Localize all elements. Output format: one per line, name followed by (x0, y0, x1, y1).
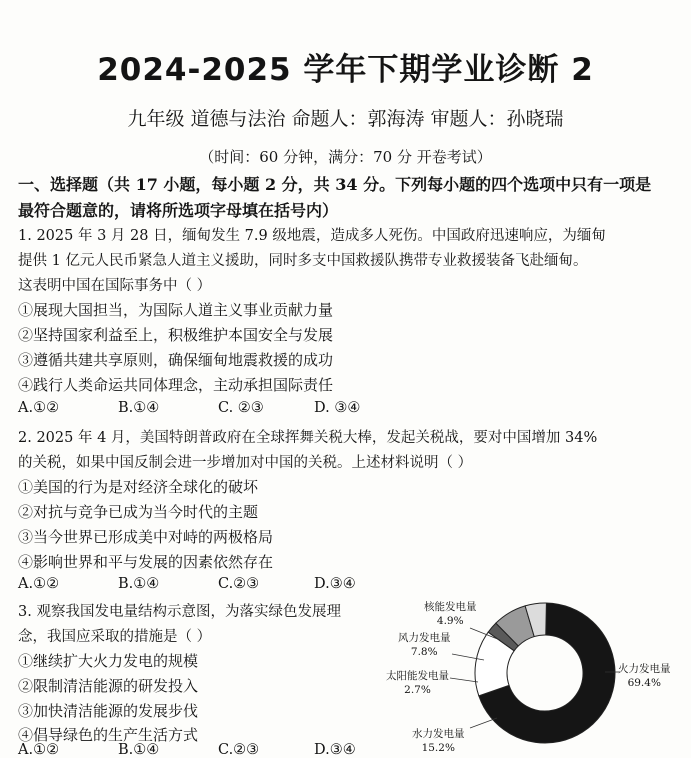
label-solar-value: 2.7% (404, 684, 431, 696)
label-nuclear-value: 4.9% (436, 615, 464, 627)
q2-choice-a: A.①② (18, 576, 60, 592)
q2-option-1: ①美国的行为是对经济全球化的破坏 (18, 478, 259, 496)
q3-option-1: ①继续扩大火力发电的规模 (18, 652, 199, 670)
q1-stem-line-1: 1. 2025 年 3 月 28 日，缅甸发生 7.9 级地震，造成多人死伤。中国政府迅速响应，为缅甸 (18, 228, 606, 244)
q2-option-3: ③当今世界已形成美中对峙的两极格局 (18, 528, 274, 546)
q1-option-1: ①展现大国担当，为国际人道主义事业贡献力量 (18, 301, 334, 319)
q2-choice-b: B.①④ (118, 576, 160, 592)
q1-choice-d: D. ③④ (314, 400, 361, 416)
label-hydro-value: 15.2% (421, 742, 455, 754)
q2-option-2: ②对抗与竞争已成为当今时代的主题 (18, 503, 259, 521)
q3-option-2: ②限制清洁能源的研发投入 (18, 677, 199, 695)
q1-option-3: ③遵循共建共享原则，确保缅甸地震救援的成功 (18, 351, 334, 369)
q2-choice-c: C.②③ (218, 576, 260, 592)
label-nuclear-name: 核能发电量 (424, 601, 477, 613)
q3-choice-a: A.①② (18, 742, 60, 758)
leader-wind (452, 654, 484, 660)
q1-choice-c: C. ②③ (218, 400, 264, 416)
q3-option-3: ③加快清洁能源的发展步伐 (18, 702, 199, 720)
q2-stem-line-2: 的关税，如果中国反制会进一步增加对中国的关税。上述材料说明（ ） (18, 455, 473, 471)
q2-option-4: ④影响世界和平与发展的因素依然存在 (18, 553, 274, 571)
leader-nuclear (470, 628, 500, 640)
q1-option-2: ②坚持国家利益至上，积极维护本国安全与发展 (18, 326, 334, 344)
q1-choice-b: B.①④ (118, 400, 160, 416)
q1-choice-a: A.①② (18, 400, 60, 416)
leader-hydro (470, 718, 497, 728)
exam-subtitle: 九年级 道德与法治 命题人：郭海涛 审题人：孙晓瑞 (127, 108, 564, 130)
label-wind-name: 风力发电量 (398, 632, 451, 644)
label-thermal-name: 火力发电量 (618, 663, 671, 675)
label-thermal-value: 69.4% (627, 677, 661, 689)
q1-stem-line-2: 提供 1 亿元人民币紧急人道主义援助，同时多支中国救援队携带专业救援装备飞赴缅甸。 (18, 253, 588, 269)
q2-choice-d: D.③④ (314, 576, 356, 592)
q2-stem-line-1: 2. 2025 年 4 月，美国特朗普政府在全球挥舞关税大棒，发起关税战，要对中国增加 34% (18, 430, 598, 446)
exam-time-info: （时间：60 分钟，满分：70 分 开卷考试） (199, 148, 492, 166)
page-title: 2024-2025 学年下期学业诊断 2 (97, 52, 594, 88)
q3-option-4: ④倡导绿色的生产生活方式 (18, 726, 199, 744)
label-wind-value: 7.8% (410, 646, 438, 658)
section-heading-line-1: 一、选择题（共 17 小题，每小题 2 分，共 34 分。下列每小题的四个选项中只有一项是 (18, 175, 652, 194)
label-solar-name: 太阳能发电量 (386, 670, 449, 682)
section-heading-line-2: 最符合题意的，请将所选项字母填在括号内） (18, 201, 339, 220)
leader-solar (450, 678, 478, 682)
q1-stem-line-3: 这表明中国在国际事务中（ ） (18, 278, 212, 294)
q3-choice-d: D.③④ (314, 742, 356, 758)
q3-stem-line-2: 念，我国应采取的措施是（ ） (18, 629, 212, 645)
q3-stem-line-1: 3. 观察我国发电量结构示意图，为落实绿色发展理 (18, 604, 341, 620)
q3-choice-b: B.①④ (118, 742, 160, 758)
label-hydro-name: 水力发电量 (412, 728, 465, 740)
q3-choice-c: C.②③ (218, 742, 260, 758)
q1-option-4: ④践行人类命运共同体理念，主动承担国际责任 (18, 376, 334, 394)
